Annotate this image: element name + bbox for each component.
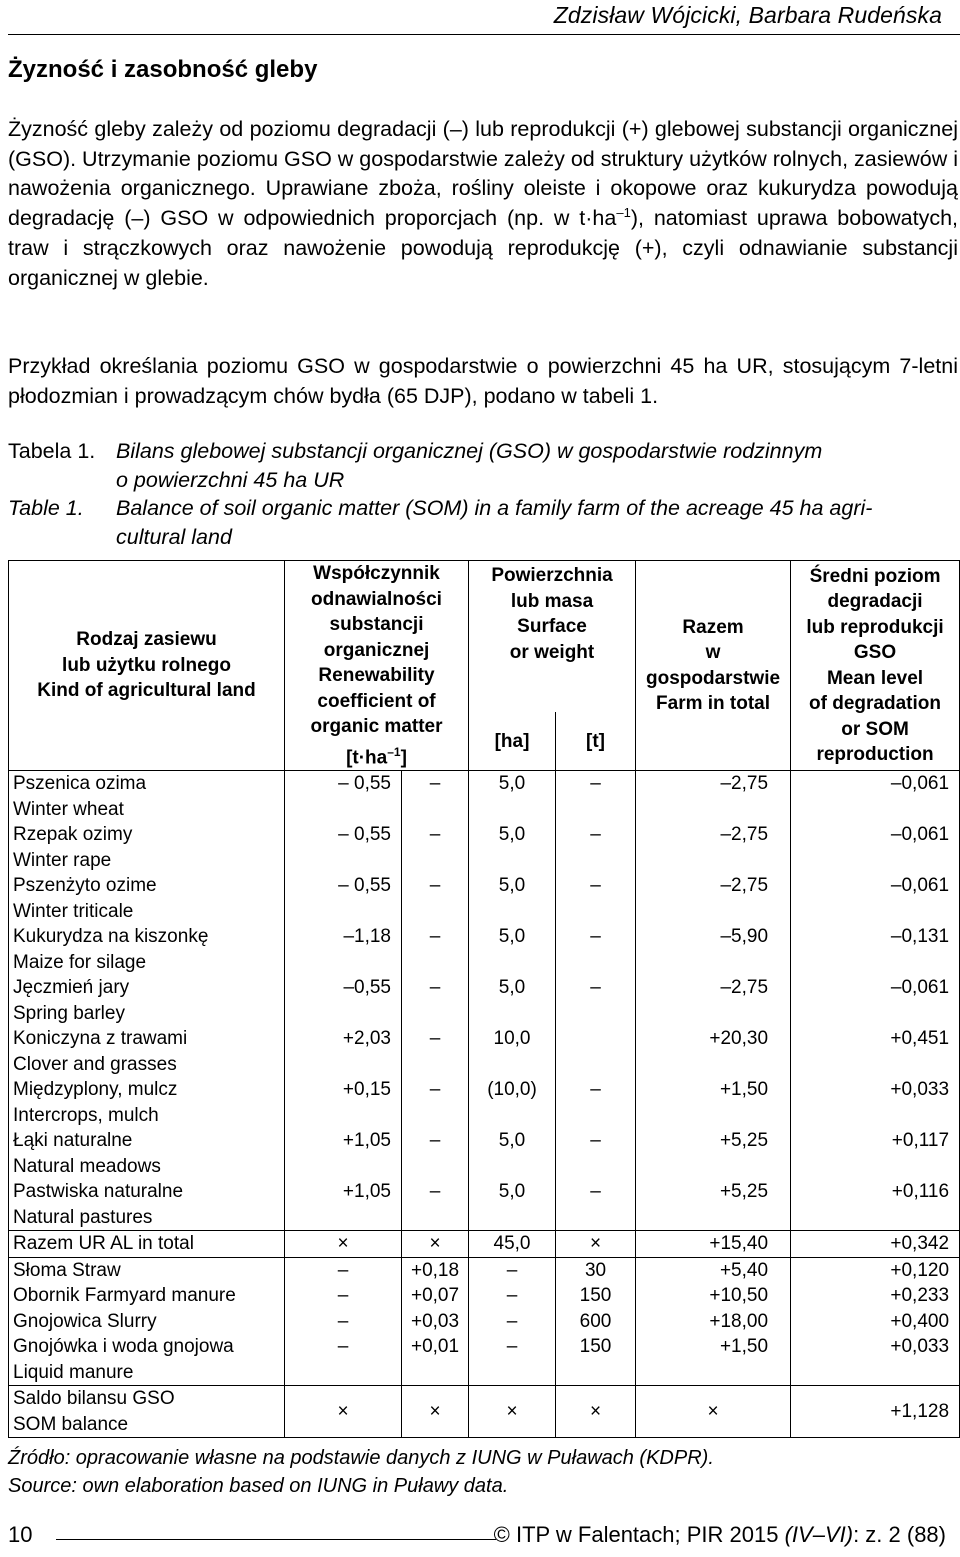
empty-cell [636,1205,791,1231]
caption-pl-line1: Bilans glebowej substancji organicznej (GSO) w gospodarstwie rodzinnym [116,439,823,463]
empty-cell [636,848,791,874]
crop-coef-t: – [402,873,469,899]
balance-label-pl: Saldo bilansu GSO [13,1388,175,1410]
crop-area-ha: 5,0 [469,975,556,1001]
fertilizer-mean-level: +0,400 [791,1309,960,1335]
empty-cell [556,1360,636,1386]
crop-coef-t: – [402,924,469,950]
header-farm-line: gospodarstwie [645,667,781,689]
crop-mean-level: –0,061 [791,822,960,848]
fertilizer-coef: – [285,1257,402,1283]
crop-area-ha: 10,0 [469,1026,556,1052]
fertilizer-ha: – [469,1309,556,1335]
crop-name-en: Intercrops, mulch [9,1103,285,1129]
crop-row [9,924,960,950]
fertilizer-rows [9,1257,960,1386]
crop-name-en: Maize for silage [9,950,285,976]
balance-farm: × [636,1386,791,1438]
crop-name-en: Natural pastures [9,1205,285,1231]
header-farm-line: Farm in total [656,693,771,715]
empty-cell [791,1154,960,1180]
crop-farm-total: +20,30 [636,1026,791,1052]
empty-cell [791,848,960,874]
empty-cell [285,899,402,925]
empty-cell [402,848,469,874]
crop-mean-level: –0,131 [791,924,960,950]
empty-cell [285,1001,402,1027]
fertilizer-coef2: +0,18 [402,1257,469,1283]
header-mean-level [791,561,960,771]
empty-cell [402,950,469,976]
crop-mean-level: –0,061 [791,771,960,797]
empty-cell [556,1052,636,1078]
empty-cell [791,1360,960,1386]
total-ur-t: × [556,1231,636,1258]
crop-mass-t: – [556,1179,636,1205]
empty-cell [285,797,402,823]
crop-coef-t: – [402,1179,469,1205]
crop-row [9,822,960,848]
crop-area-ha: 5,0 [469,822,556,848]
caption-en-line2: cultural land [116,524,232,549]
fertilizer-label: Obornik Farmyard manure [9,1283,285,1309]
caption-pl-line2: o powierzchni 45 ha UR [116,467,345,492]
header-kind [9,561,285,771]
header-mean-line: Średni poziom [809,565,941,587]
empty-cell [556,848,636,874]
empty-cell [285,1205,402,1231]
crop-coefficient: –0,55 [285,975,402,1001]
fertilizer-mean-level: +0,233 [791,1283,960,1309]
empty-cell [402,1360,469,1386]
empty-cell [636,1103,791,1129]
crop-coefficient: +1,05 [285,1128,402,1154]
fertilizer-row-extra [9,1360,960,1386]
fertilizer-mass-t: 30 [556,1257,636,1283]
coef-unit-pre: [t·ha [346,746,388,768]
header-coef-line: organicznej [323,639,430,661]
header-coefficient [285,561,469,771]
gso-balance-table [8,560,960,1438]
header-coef-line: substancji [329,614,424,635]
crop-mean-level: +0,117 [791,1128,960,1154]
header-area-line: Surface [517,616,587,637]
crop-name-pl: Jęczmień jary [9,975,285,1001]
total-ur-mean: +0,342 [791,1231,960,1258]
crop-area-ha: 5,0 [469,873,556,899]
balance-mean: +1,128 [791,1386,960,1438]
crop-row [9,771,960,797]
fertilizer-coef2: +0,03 [402,1309,469,1335]
coef-unit-post: ] [400,746,407,768]
total-ur-farm: +15,40 [636,1231,791,1258]
empty-cell [402,1103,469,1129]
header-area-group [469,561,636,713]
empty-cell [791,1052,960,1078]
crop-farm-total: –2,75 [636,822,791,848]
crop-name-pl: Kukurydza na kiszonkę [9,924,285,950]
crop-farm-total: –2,75 [636,873,791,899]
table-caption-pl [8,437,958,494]
source-en: Source: own elaboration based on IUNG in Puławy data. [8,1475,509,1497]
empty-cell [402,1154,469,1180]
empty-cell [469,950,556,976]
fertilizer-ha: – [469,1283,556,1309]
fertilizer-ha: – [469,1257,556,1283]
crop-name-pl: Rzepak ozimy [9,822,285,848]
fertilizer-label: Gnojowica Slurry [9,1309,285,1335]
empty-cell [636,1360,791,1386]
fertilizer-row [9,1257,960,1283]
crop-row [9,873,960,899]
crop-row-en [9,1205,960,1231]
crop-farm-total: –2,75 [636,771,791,797]
empty-cell [556,1205,636,1231]
caption-en-line1: Balance of soil organic matter (SOM) in a family farm of the acreage 45 ha agri- [116,496,873,520]
empty-cell [791,1001,960,1027]
header-rule [8,34,960,35]
fertilizer-mean-level: +0,033 [791,1334,960,1360]
header-coef-line: Współczynnik [313,563,440,584]
footer-publisher-text: © ITP w Falentach; PIR 2015 [493,1522,779,1547]
crop-mass-t: – [556,924,636,950]
crop-name-en: Spring barley [9,1001,285,1027]
fertilizer-farm-total: +18,00 [636,1309,791,1335]
empty-cell [636,797,791,823]
header-area-ha: [ha] [469,712,556,771]
header-farm-total [636,561,791,771]
header-farm-line: w [705,642,721,664]
crop-name-en: Winter wheat [9,797,285,823]
crop-farm-total: –2,75 [636,975,791,1001]
crop-coef-t: – [402,975,469,1001]
fertilizer-mass-t: 600 [556,1309,636,1335]
empty-cell [791,797,960,823]
crop-mass-t: – [556,975,636,1001]
crop-farm-total: +1,50 [636,1077,791,1103]
empty-cell [636,1154,791,1180]
empty-cell [556,899,636,925]
crop-row-en [9,848,960,874]
empty-cell [285,848,402,874]
crop-mean-level: +0,116 [791,1179,960,1205]
crop-name-en: Winter triticale [9,899,285,925]
crop-name-pl: Koniczyna z trawami [9,1026,285,1052]
crop-name-en: Clover and grasses [9,1052,285,1078]
crop-area-ha: (10,0) [469,1077,556,1103]
crop-mass-t: – [556,822,636,848]
crop-mass-t: – [556,1077,636,1103]
empty-cell [791,1103,960,1129]
crop-mass-t: – [556,1128,636,1154]
empty-cell [469,1103,556,1129]
header-area-line: lub masa [510,590,594,612]
header-mean-line: of degradation [809,693,941,715]
crop-row [9,1128,960,1154]
header-mean-line: lub reprodukcji [806,616,944,638]
empty-cell [556,1103,636,1129]
header-farm-line: Razem [682,616,744,638]
crop-mass-t: – [556,771,636,797]
source-note [8,1444,714,1500]
header-kind-line: Rodzaj zasiewu [76,629,217,651]
fertilizer-coef2: +0,01 [402,1334,469,1360]
fertilizer-mass-t: 150 [556,1283,636,1309]
header-mean-line: degradacji [827,591,923,613]
paragraph-1-part1: Żyzność gleby zależy od poziomu degradacji (–) lub reprodukcji (+) glebowej substancji organicznej (GSO). Utrzymanie poziomu GSO w gospodarstwie zależy od struktury użytków rolnych, zasiewów i nawożenia organicznego. Uprawiane zboża, rośliny oleiste i okopowe oraz kukurydza powodują degradację (–) GSO w odpowiednich proporcjach (np. w t·ha [8,117,958,231]
fertilizer-coef: – [285,1283,402,1309]
balance-label-en: SOM balance [13,1413,129,1435]
fertilizer-coef2: +0,07 [402,1283,469,1309]
caption-en-label: Table 1. [8,496,84,520]
crop-area-ha: 5,0 [469,924,556,950]
crop-name-en: Natural meadows [9,1154,285,1180]
empty-cell [469,899,556,925]
empty-cell [402,1052,469,1078]
total-ur-label: Razem UR AL in total [9,1231,285,1258]
empty-cell [469,797,556,823]
empty-cell [469,1052,556,1078]
total-ur-ha: 45,0 [469,1231,556,1258]
crop-mean-level: –0,061 [791,975,960,1001]
empty-cell [285,1103,402,1129]
empty-cell [402,899,469,925]
table-header-row [9,561,960,713]
fertilizer-coef: – [285,1309,402,1335]
caption-pl-label: Tabela 1. [8,439,96,463]
crop-row [9,975,960,1001]
header-coef-line: organic matter [310,716,443,737]
crop-area-ha: 5,0 [469,771,556,797]
empty-cell [402,797,469,823]
crop-coefficient: –1,18 [285,924,402,950]
crop-mean-level: +0,033 [791,1077,960,1103]
fertilizer-label: Gnojówka i woda gnojowa [9,1334,285,1360]
header-mean-line: or SOM [841,718,909,740]
empty-cell [636,899,791,925]
total-ur-coef: × [285,1231,402,1258]
section-title: Żyzność i zasobność gleby [8,56,318,83]
crop-row-en [9,1001,960,1027]
crop-row [9,1077,960,1103]
header-coef-line: odnawialności [311,588,442,610]
source-pl: Źródło: opracowanie własne na podstawie danych z IUNG w Puławach (KDPR). [8,1447,714,1469]
empty-cell [791,1205,960,1231]
empty-cell [285,950,402,976]
crop-mean-level: +0,451 [791,1026,960,1052]
header-coef-unit [285,740,468,771]
crop-name-pl: Łąki naturalne [9,1128,285,1154]
footer-issue: (IV–VI) [784,1522,854,1547]
empty-cell [556,797,636,823]
fertilizer-ha: – [469,1334,556,1360]
crop-area-ha: 5,0 [469,1179,556,1205]
crop-row [9,1179,960,1205]
footer-number: : z. 2 (88) [853,1522,946,1547]
crop-coefficient: +2,03 [285,1026,402,1052]
crop-row-en [9,1103,960,1129]
empty-cell [791,899,960,925]
crop-coef-t: – [402,1077,469,1103]
header-area-t: [t] [556,712,636,771]
page-number: 10 [8,1522,33,1547]
fertilizer-farm-total: +5,40 [636,1257,791,1283]
crop-coefficient: +0,15 [285,1077,402,1103]
balance-t: × [556,1386,636,1438]
total-ur-coef2: × [402,1231,469,1258]
empty-cell [469,1154,556,1180]
fertilizer-row [9,1309,960,1335]
empty-cell [285,1360,402,1386]
fertilizer-label: Słoma Straw [9,1257,285,1283]
header-area-line: or weight [509,641,595,663]
balance-coef: × [285,1386,402,1438]
crop-name-en: Winter rape [9,848,285,874]
balance-ha: × [469,1386,556,1438]
header-coef-line: Renewability [318,665,435,686]
crop-row-en [9,1154,960,1180]
paragraph-1-part2: ), natomiast uprawa bobowatych, traw i strączkowych oraz nawożenie powodują reprodukcję (+), czyli odnawianie substancji organicznej w glebie. [8,206,959,290]
crop-row-en [9,797,960,823]
crop-coefficient: +1,05 [285,1179,402,1205]
fertilizer-mass-t: 150 [556,1334,636,1360]
header-mean-line: reproduction [816,744,934,766]
crop-name-pl: Pszenżyto ozime [9,873,285,899]
crop-coefficient: – 0,55 [285,822,402,848]
crop-row-en [9,1052,960,1078]
header-mean-line: GSO [853,642,897,664]
fertilizer-label-en: Liquid manure [9,1360,285,1386]
fertilizer-row [9,1283,960,1309]
crop-name-pl: Pastwiska naturalne [9,1179,285,1205]
empty-cell [556,1001,636,1027]
header-mean-line: Mean level [826,667,924,689]
header-coef-line: coefficient of [317,690,436,712]
crop-coefficient: – 0,55 [285,771,402,797]
footer-publisher [494,1522,946,1548]
fertilizer-coef: – [285,1334,402,1360]
empty-cell [636,1001,791,1027]
paragraph-1 [8,115,958,293]
empty-cell [402,1205,469,1231]
header-kind-line: lub użytku rolnego [62,654,231,676]
crop-coefficient: – 0,55 [285,873,402,899]
crop-rows [9,771,960,1231]
crop-farm-total: +5,25 [636,1179,791,1205]
empty-cell [285,1154,402,1180]
paragraph-2: Przykład określania poziomu GSO w gospodarstwie o powierzchni 45 ha UR, stosującym 7-letni płodozmian i prowadzącym chów bydła (65 DJP), podano w tabeli 1. [8,354,958,408]
crop-coef-t: – [402,822,469,848]
empty-cell [469,1360,556,1386]
empty-cell [285,1052,402,1078]
total-ur-row [9,1231,960,1258]
balance-label [9,1386,285,1438]
empty-cell [469,1001,556,1027]
crop-coef-t: – [402,1128,469,1154]
footer-rule [56,1539,496,1540]
header-area-line: Powierzchnia [491,565,613,586]
crop-farm-total: +5,25 [636,1128,791,1154]
empty-cell [636,1052,791,1078]
crop-row-en [9,899,960,925]
crop-farm-total: –5,90 [636,924,791,950]
running-head-authors: Zdzisław Wójcicki, Barbara Rudeńska [553,2,942,28]
table-caption-en [8,494,958,551]
balance-coef2: × [402,1386,469,1438]
fertilizer-farm-total: +10,50 [636,1283,791,1309]
empty-cell [469,848,556,874]
fertilizer-row [9,1334,960,1360]
fertilizer-farm-total: +1,50 [636,1334,791,1360]
empty-cell [556,950,636,976]
crop-mass-t [556,1026,636,1052]
crop-mean-level: –0,061 [791,873,960,899]
crop-coef-t: – [402,1026,469,1052]
crop-area-ha: 5,0 [469,1128,556,1154]
empty-cell [402,1001,469,1027]
balance-row [9,1386,960,1438]
crop-name-pl: Międzyplony, mulcz [9,1077,285,1103]
paragraph-1-sup: –1 [616,204,631,220]
fertilizer-mean-level: +0,120 [791,1257,960,1283]
crop-row [9,1026,960,1052]
crop-coef-t: – [402,771,469,797]
empty-cell [469,1205,556,1231]
empty-cell [636,950,791,976]
crop-name-pl: Pszenica ozima [9,771,285,797]
header-kind-line: Kind of agricultural land [37,680,256,702]
crop-mass-t: – [556,873,636,899]
crop-row-en [9,950,960,976]
coef-unit-sup: –1 [387,744,401,759]
empty-cell [556,1154,636,1180]
empty-cell [791,950,960,976]
